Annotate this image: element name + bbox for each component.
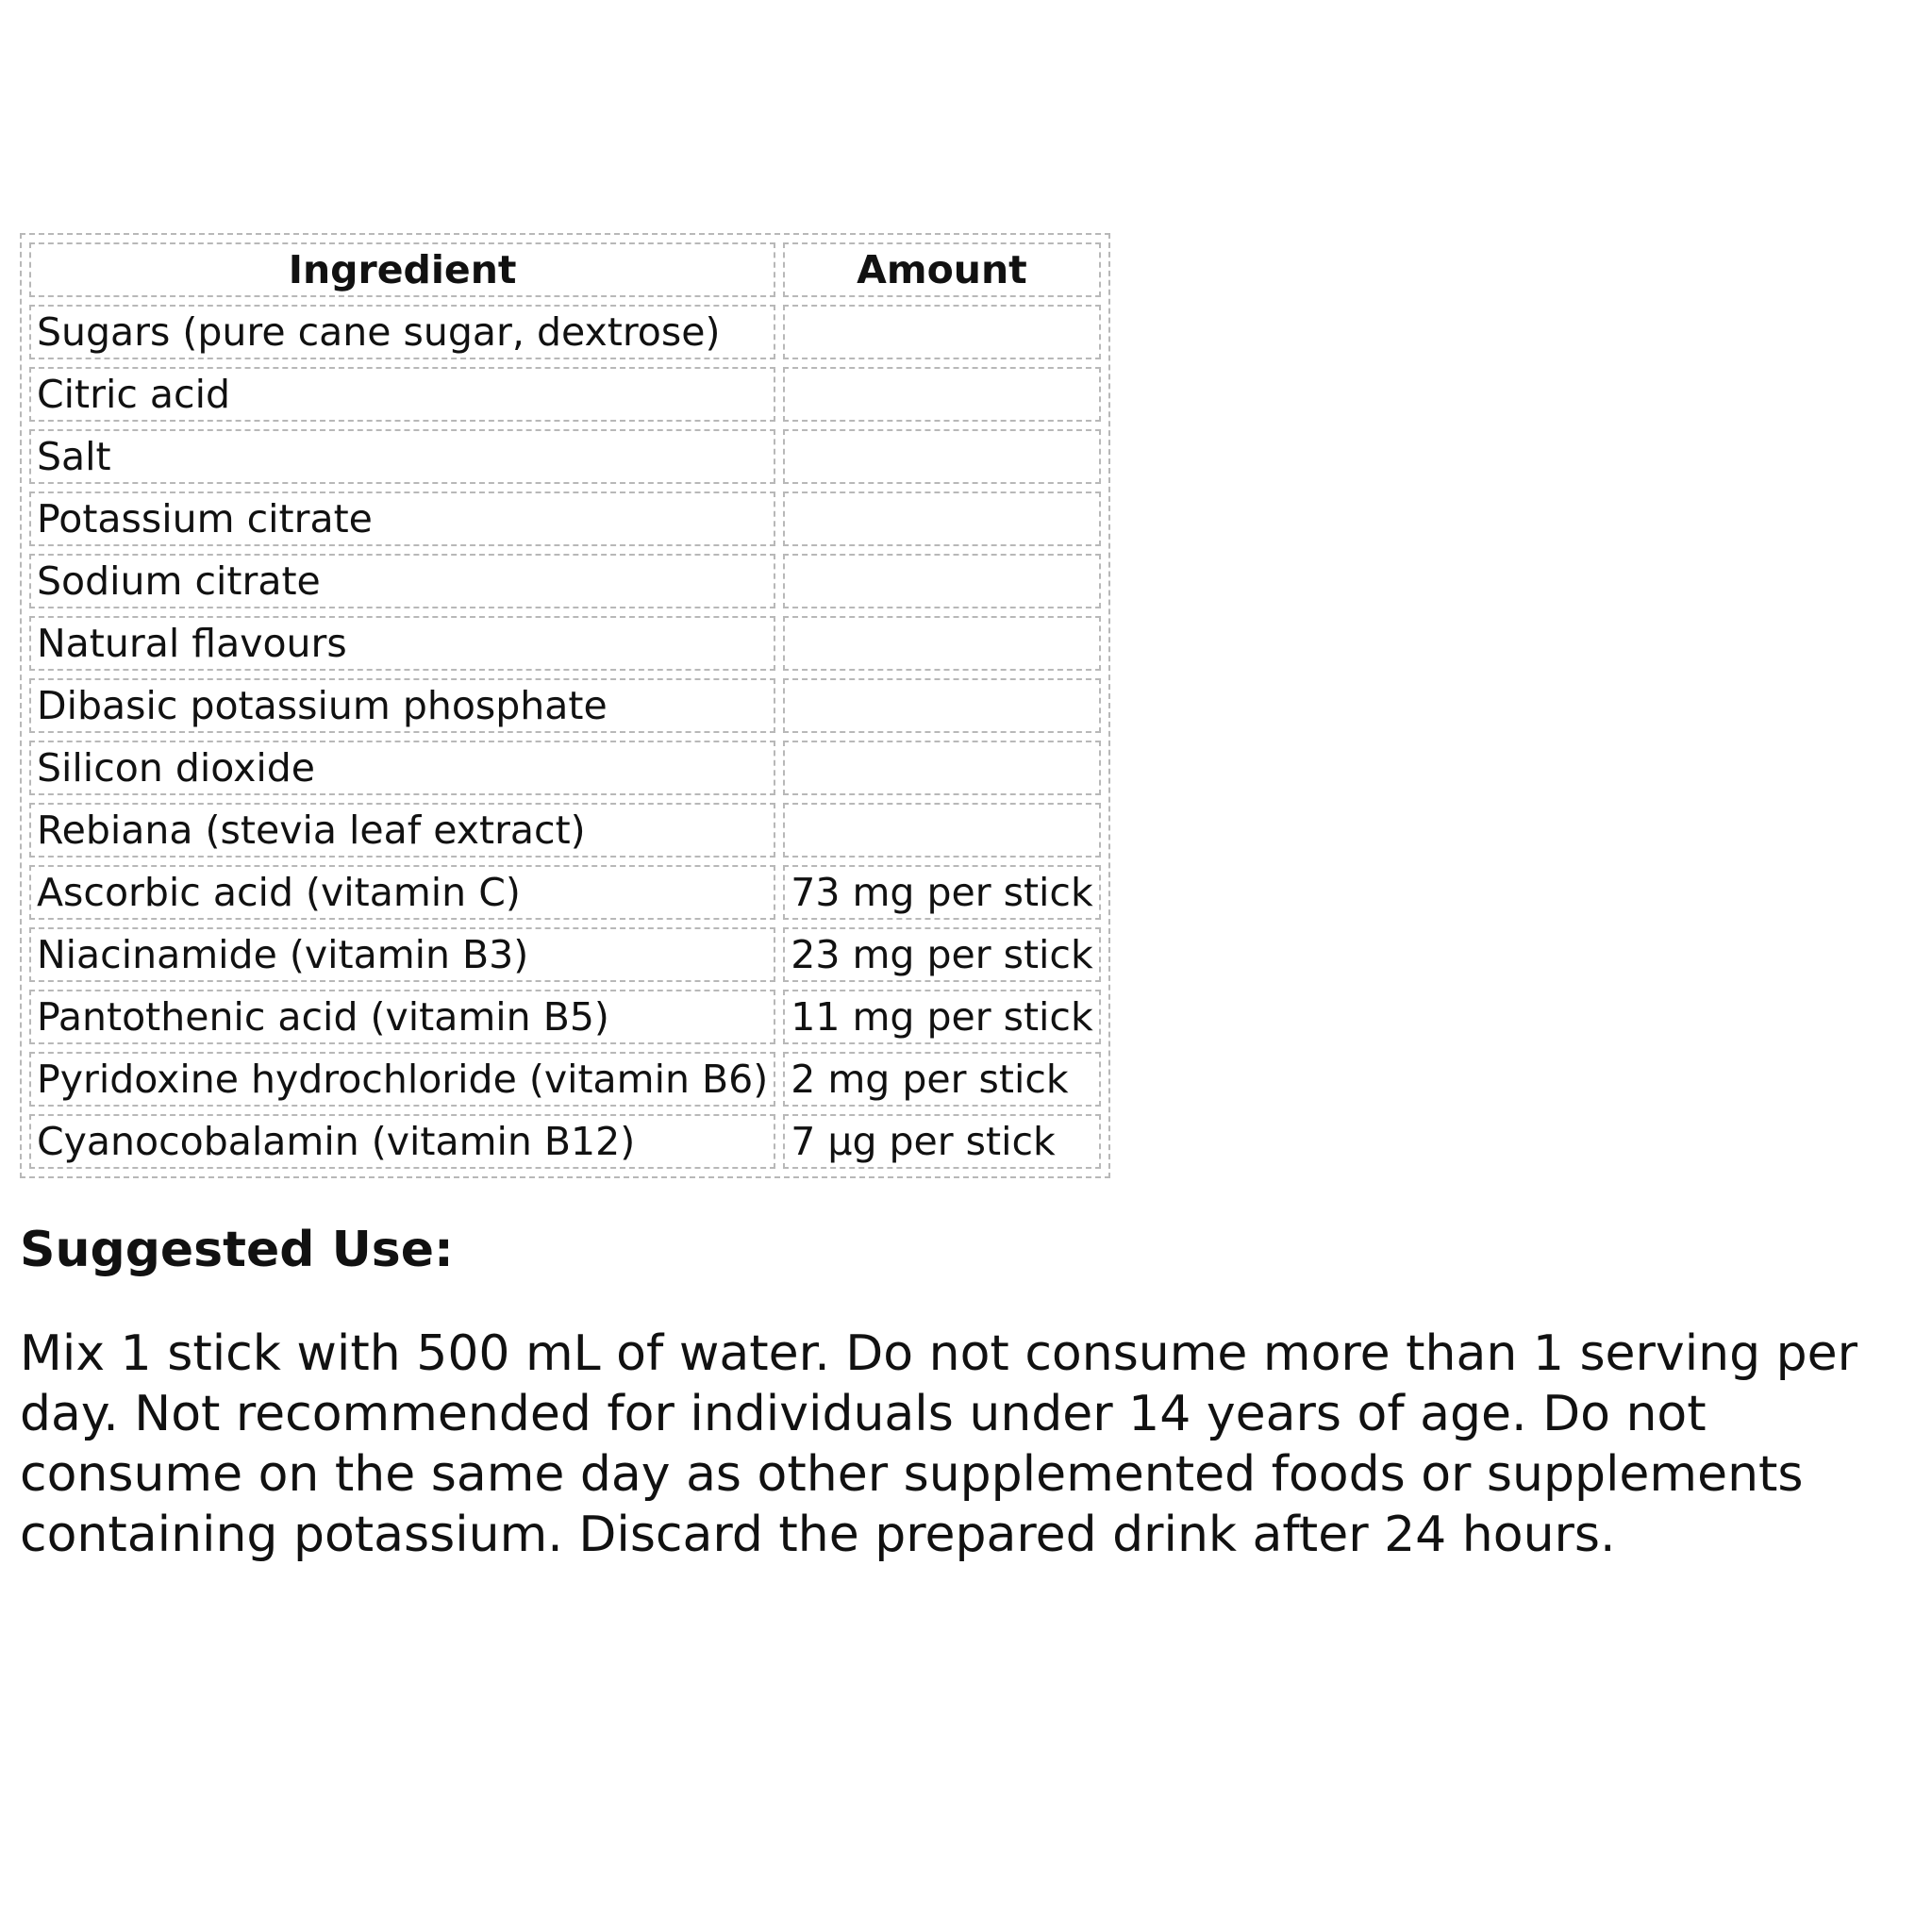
table-header-row bbox=[29, 242, 1101, 297]
amount-cell: 73 mg per stick bbox=[783, 865, 1100, 920]
suggested-use-heading: Suggested Use: bbox=[20, 1222, 454, 1278]
amount-cell bbox=[783, 554, 1100, 608]
amount-column-header: Amount bbox=[783, 242, 1100, 297]
amount-cell bbox=[783, 305, 1100, 359]
amount-cell bbox=[783, 491, 1100, 546]
ingredient-cell: Niacinamide (vitamin B3) bbox=[29, 927, 775, 982]
table-row bbox=[29, 1114, 1101, 1169]
table-row bbox=[29, 927, 1101, 982]
table-row bbox=[29, 865, 1101, 920]
amount-cell bbox=[783, 678, 1100, 733]
ingredient-cell: Pyridoxine hydrochloride (vitamin B6) bbox=[29, 1052, 775, 1107]
ingredient-cell: Ascorbic acid (vitamin C) bbox=[29, 865, 775, 920]
amount-cell: 23 mg per stick bbox=[783, 927, 1100, 982]
amount-cell bbox=[783, 741, 1100, 795]
page-content bbox=[20, 233, 1916, 1565]
ingredient-cell: Natural flavours bbox=[29, 616, 775, 671]
amount-cell: 7 µg per stick bbox=[783, 1114, 1100, 1169]
ingredient-cell: Rebiana (stevia leaf extract) bbox=[29, 803, 775, 858]
amount-cell bbox=[783, 429, 1100, 484]
amount-cell: 11 mg per stick bbox=[783, 990, 1100, 1044]
ingredient-cell: Dibasic potassium phosphate bbox=[29, 678, 775, 733]
table-row bbox=[29, 429, 1101, 484]
amount-cell bbox=[783, 616, 1100, 671]
table-row bbox=[29, 1052, 1101, 1107]
table-row bbox=[29, 803, 1101, 858]
ingredients-table bbox=[20, 233, 1110, 1178]
ingredient-cell: Silicon dioxide bbox=[29, 741, 775, 795]
table-row bbox=[29, 990, 1101, 1044]
ingredient-column-header: Ingredient bbox=[29, 242, 775, 297]
amount-cell bbox=[783, 367, 1100, 422]
suggested-use-text: Mix 1 stick with 500 mL of water. Do not consume more than 1 serving per day. Not recommended for individuals under 14 years of age. Do not consume on the same day as other supplemented foods or supplements containing potassium. Discard the prepared drink after 24 hours. bbox=[20, 1325, 1858, 1563]
amount-cell bbox=[783, 803, 1100, 858]
table-row bbox=[29, 305, 1101, 359]
ingredient-cell: Salt bbox=[29, 429, 775, 484]
table-row bbox=[29, 554, 1101, 608]
amount-cell: 2 mg per stick bbox=[783, 1052, 1100, 1107]
ingredient-cell: Sodium citrate bbox=[29, 554, 775, 608]
table-row bbox=[29, 741, 1101, 795]
table-row bbox=[29, 367, 1101, 422]
ingredient-cell: Sugars (pure cane sugar, dextrose) bbox=[29, 305, 775, 359]
ingredient-cell: Citric acid bbox=[29, 367, 775, 422]
ingredient-cell: Pantothenic acid (vitamin B5) bbox=[29, 990, 775, 1044]
table-row bbox=[29, 616, 1101, 671]
ingredient-cell: Potassium citrate bbox=[29, 491, 775, 546]
ingredient-cell: Cyanocobalamin (vitamin B12) bbox=[29, 1114, 775, 1169]
table-row bbox=[29, 491, 1101, 546]
table-row bbox=[29, 678, 1101, 733]
